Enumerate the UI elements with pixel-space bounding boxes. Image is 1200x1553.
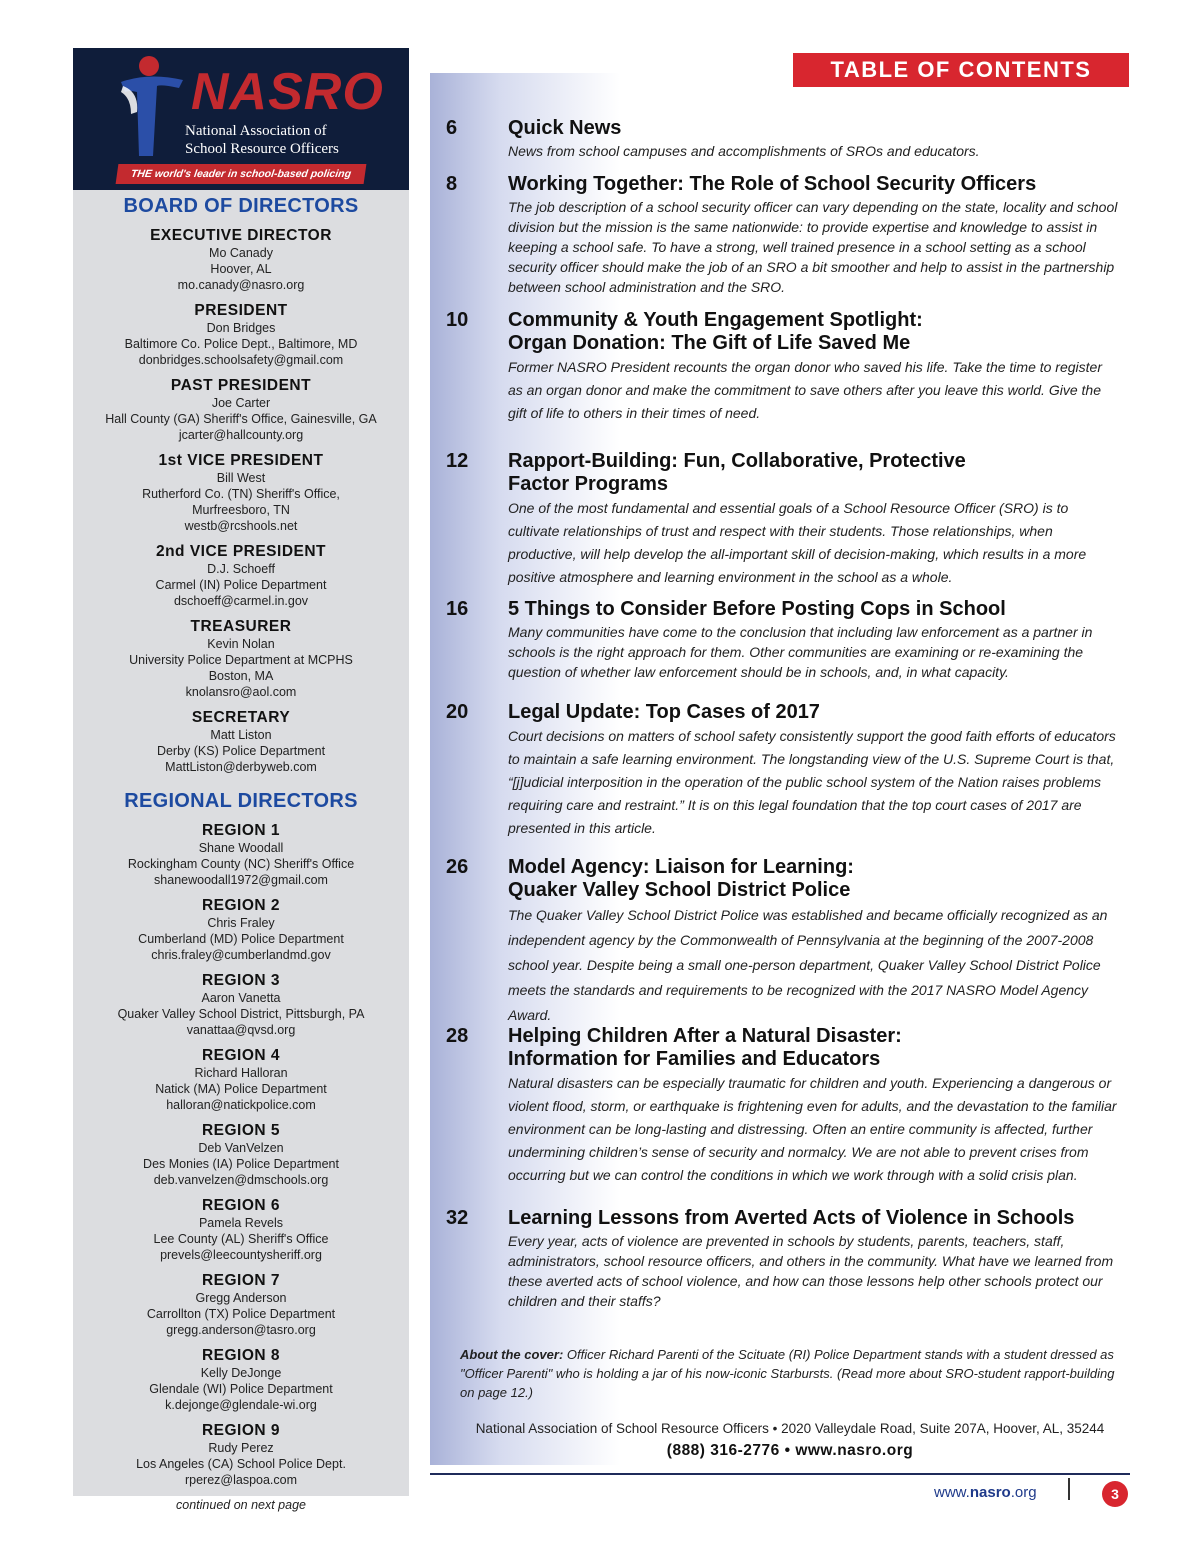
toc-description: News from school campuses and accomplishments of SROs and educators. [508,143,980,159]
director-block [73,302,409,368]
director-block [73,618,409,700]
footer-contact: (888) 316-2776 • www.nasro.org [666,1442,914,1459]
director-line: Deb VanVelzen [198,1141,284,1155]
director-line: Derby (KS) Police Department [156,744,326,758]
logo-wordmark: NASRO [191,63,384,121]
director-line: Rutherford Co. (TN) Sheriff's Office, [142,487,340,501]
director-line: Hall County (GA) Sheriff's Office, Gainesville, GA [105,412,377,426]
officer-list [73,227,409,775]
director-block [73,972,409,1038]
toc-title[interactable]: Quick News [508,117,622,139]
director-title: REGION 4 [201,1047,281,1064]
toc-description: Every year, acts of violence are prevented in schools by students, parents, teachers, staff, administrators, school resource officers, and others in the community. What have we learned from these averted acts of school violence, and how can those lessons help other schools protect our children and their staffs? [508,1233,1114,1309]
director-line: Kelly DeJonge [200,1366,282,1380]
toc-entry[interactable] [446,309,1126,425]
url-suffix: .org [1010,1484,1037,1501]
toc-title[interactable]: Legal Update: Top Cases of 2017 [508,701,820,723]
url-prefix: www. [934,1484,970,1501]
url-bold: nasro [969,1484,1011,1501]
toc-page-number: 10 [446,309,469,331]
director-line: Natick (MA) Police Department [155,1082,327,1096]
footer-address: National Association of School Resource Officers • 2020 Valleydale Road, Suite 207A, Hoover, AL, 35244 [475,1421,1105,1436]
toc-description: Many communities have come to the conclusion that including law enforcement as a partner in schools is the right approach for them. Other communities are examining or re-examining the question of whether law enforcement should be in schools, and, in what capacity. [508,624,1093,680]
toc-entry[interactable] [446,173,1126,297]
director-line: Murfreesboro, TN [192,503,290,517]
toc-page-number: 32 [446,1207,469,1229]
director-title: SECRETARY [191,709,291,726]
director-title: PAST PRESIDENT [170,377,312,394]
logo-subtitle-line: National Association of [185,123,327,139]
director-line: Glendale (WI) Police Department [149,1382,333,1396]
person-figure-icon [113,52,193,162]
director-line[interactable]: rperez@laspoa.com [184,1473,298,1487]
director-block [73,1272,409,1338]
director-block [73,1047,409,1113]
director-line: Pamela Revels [198,1216,284,1230]
director-title: 2nd VICE PRESIDENT [155,543,327,560]
sidebar [73,48,409,1512]
director-title: 1st VICE PRESIDENT [158,452,324,469]
director-line: Matt Liston [210,728,272,742]
footer-url[interactable] [934,1484,1037,1501]
regional-section [73,789,409,1488]
toc-page-number: 12 [446,450,469,472]
toc-entry[interactable] [446,117,1126,161]
logo-subtitle [185,122,339,158]
toc-banner: TABLE OF CONTENTS [793,53,1129,87]
toc-title[interactable]: Learning Lessons from Averted Acts of Violence in Schools [508,1207,1075,1229]
director-title: REGION 8 [201,1347,281,1364]
director-block [73,227,409,293]
director-title: PRESIDENT [194,302,288,319]
director-line: University Police Department at MCPHS [129,653,353,667]
cover-text: Officer Richard Parenti of the Scituate (RI) Police Department stands with a student dressed as "Officer Parenti" who is holding a jar of his now-iconic Starbursts. (Read more about SRO-student rapport-building on page 12.) [460,1347,1115,1400]
director-line: Quaker Valley School District, Pittsburgh, PA [117,1007,365,1021]
toc-page-number: 26 [446,856,469,878]
director-line: Carmel (IN) Police Department [155,578,327,592]
director-block [73,1347,409,1413]
director-line[interactable]: gregg.anderson@tasro.org [166,1323,316,1337]
board-heading: BOARD OF DIRECTORS [123,195,359,217]
page-number-badge: 3 [1102,1481,1128,1507]
director-line[interactable]: vanattaa@qvsd.org [186,1023,296,1037]
director-title: EXECUTIVE DIRECTOR [150,227,332,244]
director-line[interactable]: mo.canady@nasro.org [177,278,305,292]
director-line: Richard Halloran [194,1066,288,1080]
director-line: Joe Carter [211,396,271,410]
toc-description: Natural disasters can be especially traumatic for children and youth. Experiencing a dangerous or violent flood, storm, or earthquake is frightening even for adults, and the devastation to the familiar environment can be long-lasting and distressing. Often an entire community is affected, further undermining children’s sense of security and normalcy. We are not able to prevent crises from occurring but we can control the conditions in which we work through with a solid crisis plan. [508,1075,1117,1183]
director-line: Shane Woodall [198,841,284,855]
toc-description: The job description of a school security officer can vary depending on the state, locality and school division but the mission is the same nationwide: to provide expertise and knowledge to assist in keeping a school safe. To have a strong, well trained presence in a school setting as a school security officer should make the job of an SRO a bit smoother and help to assist in the partnership between school administration and the SRO. [508,199,1118,295]
toc-page-number: 16 [446,598,469,620]
director-block [73,897,409,963]
toc-description: Court decisions on matters of school safety consistently support the good faith efforts of educators to maintain a safe learning environment. The longstanding view of the U.S. Supreme Court is that, “[j]udicial interposition in the operation of the public school system of the Nation raises problems requiring care and restraint.” It is on this legal foundation that the top court cases of 2017 are presented in this article. [508,728,1116,836]
toc-title[interactable]: Working Together: The Role of School Security Officers [508,173,1037,195]
director-line: Aaron Vanetta [201,991,281,1005]
director-line[interactable]: chris.fraley@cumberlandmd.gov [151,948,331,962]
toc-entry[interactable] [446,450,1126,589]
director-line: Bill West [216,471,266,485]
logo-tagline: THE world's leader in school-based policing [116,164,367,184]
cover-label: About the cover: [460,1347,564,1362]
toc-entry[interactable] [446,856,1126,1028]
toc-page-number: 20 [446,701,469,723]
toc-title[interactable]: 5 Things to Consider Before Posting Cops in School [508,598,1006,620]
footer-separator [1068,1478,1070,1500]
director-title: REGION 3 [201,972,281,989]
board-section [73,194,409,775]
toc-description: Former NASRO President recounts the organ donor who saved his life. Take the time to register as an organ donor and make the commitment to save others after you leave this world. Give the gift of life to others in their times of need. [508,359,1102,421]
toc-description: The Quaker Valley School District Police was established and became officially recognized as an independent agency by the Commonwealth of Pennsylvania at the beginning of the 2007-2008 school year. Despite being a small one-person department, Quaker Valley School District Police meets the standards and requirements to be recognized with the 2017 NASRO Model Agency Award. [508,907,1108,1023]
director-line[interactable]: prevels@leecountysheriff.org [160,1248,322,1262]
director-line[interactable]: MattListon@derbyweb.com [165,760,317,774]
director-block [73,1197,409,1263]
toc-page-number: 6 [446,117,458,139]
toc-entry[interactable] [446,1207,1126,1311]
director-line[interactable]: knolansro@aol.com [185,685,297,699]
director-line: Boston, MA [208,669,274,683]
director-line: Cumberland (MD) Police Department [138,932,344,946]
director-line[interactable]: donbridges.schoolsafety@gmail.com [138,353,344,367]
director-line: Rockingham County (NC) Sheriff's Office [127,857,355,871]
director-block [73,377,409,443]
toc-title[interactable]: Model Agency: Liaison for Learning: Quaker Valley School District Police [508,856,854,901]
toc-title[interactable]: Rapport-Building: Fun, Collaborative, Protective Factor Programs [508,450,966,495]
director-line[interactable]: k.dejonge@glendale-wi.org [165,1398,317,1412]
director-line: Mo Canady [209,246,273,260]
director-block [73,452,409,534]
director-title: REGION 6 [201,1197,281,1214]
director-title: REGION 5 [201,1122,281,1139]
toc-entry[interactable] [446,701,1126,840]
nasro-logo [73,48,409,190]
director-line: Kevin Nolan [207,637,275,651]
director-line: Des Monies (IA) Police Department [143,1157,339,1171]
director-line[interactable]: dschoeff@carmel.in.gov [173,594,309,608]
logo-subtitle-line: School Resource Officers [185,141,339,157]
director-line: Gregg Anderson [195,1291,287,1305]
toc-description: One of the most fundamental and essential goals of a School Resource Officer (SRO) is to cultivate relationships of trust and respect with their students. Those relationships, when productive, will help develop the all-important skill of decision-making, which results in a more positive atmosphere and learning environment in the school as a whole. [508,500,1087,585]
toc-title[interactable]: Community & Youth Engagement Spotlight: Organ Donation: The Gift of Life Saved Me [508,309,923,354]
director-block [73,1422,409,1488]
director-line: Carrollton (TX) Police Department [146,1307,336,1321]
director-line: Hoover, AL [210,262,272,276]
cover-note [460,1345,1120,1402]
continued-note: continued on next page [176,1498,306,1512]
director-line: D.J. Schoeff [207,562,275,576]
toc-page-number: 8 [446,173,458,195]
director-block [73,543,409,609]
director-title: REGION 7 [201,1272,281,1289]
director-block [73,822,409,888]
director-block [73,1122,409,1188]
region-list [73,822,409,1488]
director-title: REGION 9 [201,1422,281,1439]
director-block [73,709,409,775]
director-line: Rudy Perez [208,1441,274,1455]
director-line: Lee County (AL) Sheriff's Office [153,1232,329,1246]
director-title: REGION 1 [201,822,281,839]
regional-heading: REGIONAL DIRECTORS [124,790,358,812]
director-line: Baltimore Co. Police Dept., Baltimore, MD [124,337,358,351]
toc-title[interactable]: Helping Children After a Natural Disaster: Information for Families and Educators [508,1025,902,1070]
director-line[interactable]: shanewoodall1972@gmail.com [154,873,328,887]
director-line[interactable]: deb.vanvelzen@dmschools.org [153,1173,329,1187]
footer-rule [430,1473,1130,1475]
director-line: Chris Fraley [207,916,275,930]
toc-entry[interactable] [446,598,1126,682]
director-line[interactable]: halloran@natickpolice.com [166,1098,316,1112]
toc-entry[interactable] [446,1025,1126,1187]
director-title: TREASURER [190,618,292,635]
director-line[interactable]: westb@rcshools.net [184,519,298,533]
director-line: Los Angeles (CA) School Police Dept. [136,1457,346,1471]
toc-page-number: 28 [446,1025,469,1047]
director-line[interactable]: jcarter@hallcounty.org [178,428,304,442]
director-line: Don Bridges [206,321,276,335]
director-title: REGION 2 [201,897,281,914]
